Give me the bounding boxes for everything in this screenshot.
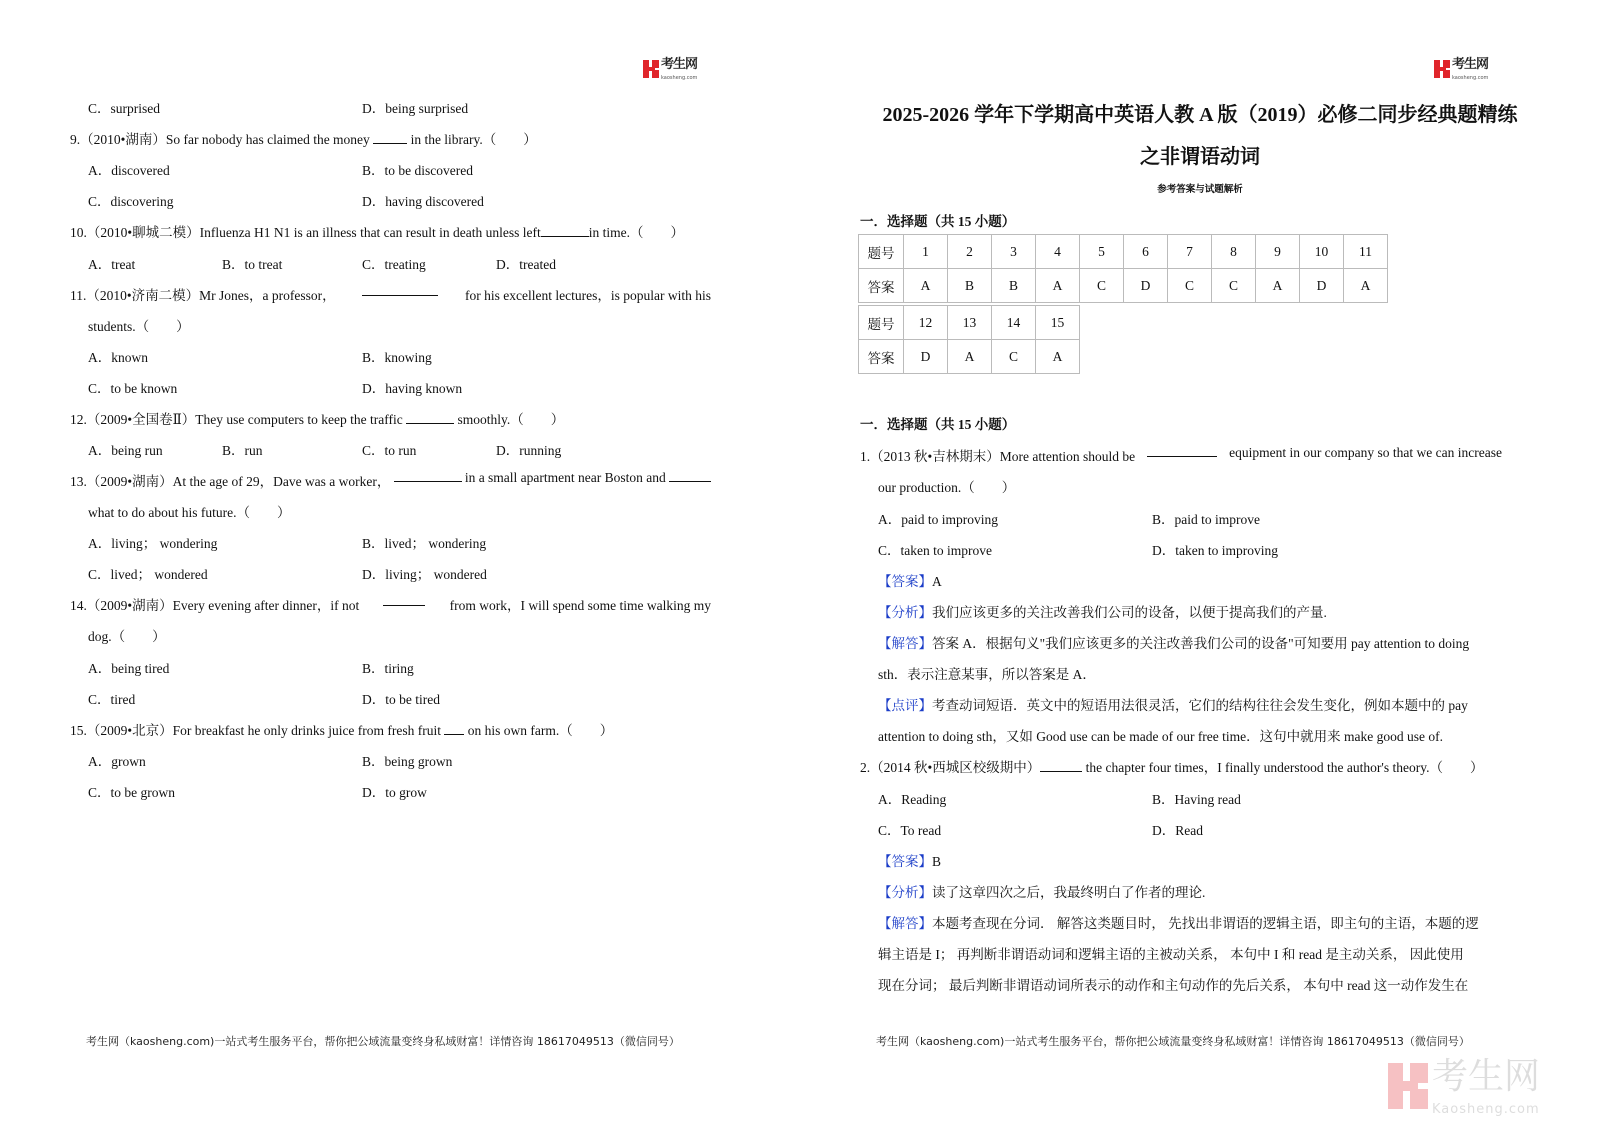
table-cell: D (1124, 269, 1168, 303)
answer-line (878, 850, 941, 870)
answer-tag: 【答案】 (878, 854, 932, 869)
option: A．being run (88, 443, 163, 458)
option: D．being surprised (362, 101, 469, 116)
table-cell: 13 (948, 306, 992, 340)
question-text: 9.（2010•湖南）So far nobody has claimed the money (70, 132, 370, 147)
solution-text: 本题考查现在分词． 解答这类题目时， 先找出非谓语的逻辑主语，即主句的主语，本题的逻 (932, 916, 1479, 931)
table-cell: B (992, 269, 1036, 303)
solution-tag: 【解答】 (878, 916, 932, 931)
answer-blank (1147, 445, 1217, 457)
option: A．treat (88, 257, 136, 272)
option: A．grown (88, 754, 146, 769)
question-15 (70, 719, 613, 739)
option: A．living； wondering (88, 536, 218, 551)
table-cell: 8 (1212, 235, 1256, 269)
document-title-line2: 之非谓语动词 (1140, 146, 1260, 168)
comment-text: attention to doing sth，又如 Good use can be made of our free time．这句中就用来 make good use of. (878, 729, 1444, 744)
analysis-text: 读了这章四次之后，我最终明白了作者的理论. (932, 885, 1206, 900)
solution-tag: 【解答】 (878, 636, 932, 651)
table-row (859, 340, 1080, 374)
question-9 (70, 128, 537, 148)
logo-cn: 考生网 (661, 57, 698, 72)
logo-text (661, 56, 697, 83)
table-cell: A (948, 340, 992, 374)
answer-tag: 【答案】 (878, 574, 932, 589)
option: D．to be tired (362, 692, 440, 707)
option: D．Read (1152, 823, 1203, 838)
table-cell: 12 (904, 306, 948, 340)
option: D．living； wondered (362, 567, 487, 582)
option: C．tired (88, 692, 136, 707)
question-text: 14.（2009•湖南）Every evening after dinner，if not (70, 598, 360, 613)
option: B．Having read (1152, 792, 1241, 807)
question-text: 13.（2009•湖南）At the age of 29，Dave was a worker， (70, 474, 391, 489)
option: D．having discovered (362, 194, 484, 209)
answer-question-2 (860, 756, 1483, 776)
analysis-line (878, 881, 1205, 901)
question-text: the chapter four times，I finally understood the author's theory.（ ） (1085, 760, 1484, 775)
table-row (859, 235, 1388, 269)
option: A．discovered (88, 163, 170, 178)
solution-line (878, 632, 1469, 652)
table-cell: C (1080, 269, 1124, 303)
option: D．running (496, 443, 562, 458)
option: A．being tired (88, 661, 170, 676)
kaosheng-logo-icon (1434, 60, 1450, 78)
table-cell: A (1344, 269, 1388, 303)
table-cell: C (1212, 269, 1256, 303)
question-text: smoothly.（ ） (457, 412, 565, 427)
answer-blank (373, 132, 407, 144)
logo-en: kaosheng.com (1452, 75, 1489, 82)
question-text: 12.（2009•全国卷Ⅱ）They use computers to keep the traffic (70, 412, 403, 427)
table-cell: D (904, 340, 948, 374)
table-cell: A (1036, 269, 1080, 303)
option: D．taken to improving (1152, 543, 1278, 558)
option: C．to be known (88, 381, 178, 396)
row-label: 答案 (859, 340, 904, 374)
analysis-line (878, 601, 1327, 621)
question-text: dog.（ ） (88, 629, 166, 644)
table-row (859, 306, 1080, 340)
answer-question-1 (860, 445, 1502, 465)
answer-table-2 (858, 305, 1080, 374)
row-label: 题号 (859, 306, 904, 340)
answer-blank (444, 723, 464, 735)
watermark-en: Kaosheng.com (1432, 1101, 1540, 1117)
table-cell: B (948, 269, 992, 303)
kaosheng-logo (1434, 56, 1488, 83)
right-page (800, 0, 1600, 1127)
question-text: 10.（2010•聊城二模）Influenza H1 N1 is an illness that can result in death unless left (70, 225, 541, 240)
option: B．paid to improve (1152, 512, 1260, 527)
logo-cn: 考生网 (1452, 57, 1489, 72)
kaosheng-logo (643, 56, 697, 83)
option: B．to be discovered (362, 163, 473, 178)
question-text: 15.（2009•北京）For breakfast he only drinks juice from fresh fruit (70, 723, 442, 738)
kaosheng-watermark-icon (1388, 1063, 1428, 1109)
analysis-tag: 【分析】 (878, 885, 932, 900)
page-footer: 考生网（kaosheng.com)一站式考生服务平台，帮你把公域流量变终身私域财富！详情咨询 18617049513（微信同号） (86, 1035, 680, 1048)
table-cell: 7 (1168, 235, 1212, 269)
option: D．to grow (362, 785, 427, 800)
document-title: 2025-2026 学年下学期高中英语人教 A 版（2019）必修二同步经典题精练 (882, 104, 1518, 126)
option: A．paid to improving (878, 512, 998, 527)
table-cell: A (1036, 340, 1080, 374)
solution-line (878, 912, 1479, 932)
question-text: what to do about his future.（ ） (88, 505, 291, 520)
option: B．lived； wondering (362, 536, 487, 551)
question-text: our production.（ ） (878, 480, 1016, 495)
kaosheng-logo-icon (643, 60, 659, 78)
option: A．known (88, 350, 148, 365)
question-text: for his excellent lectures，is popular with his (465, 288, 711, 303)
table-cell: D (1300, 269, 1344, 303)
table-cell: 5 (1080, 235, 1124, 269)
question-text: 2.（2014 秋•西城区校级期中） (860, 760, 1041, 775)
option: D．having known (362, 381, 463, 396)
comment-text: 考查动词短语．英文中的短语用法很灵活，它们的结构往往会发生变化，例如本题中的 pay (932, 698, 1468, 713)
solution-text: 辑主语是 I； 再判断非谓语动词和逻辑主语的主被动关系， 本句中 I 和 read 是主动关系， 因此使用 (878, 947, 1464, 962)
question-text: in time.（ ） (588, 225, 685, 240)
answer-blank (383, 594, 425, 606)
question-13 (70, 470, 711, 490)
question-text: students.（ ） (88, 319, 190, 334)
table-cell: 14 (992, 306, 1036, 340)
table-cell: 15 (1036, 306, 1080, 340)
section-heading: 一．选择题（共 15 小题） (860, 214, 1016, 229)
question-text: 11.（2010•济南二模）Mr Jones，a professor， (70, 288, 336, 303)
question-10 (70, 221, 684, 241)
comment-tag: 【点评】 (878, 698, 932, 713)
answer-blank (669, 470, 711, 482)
answer-blank (1040, 760, 1082, 772)
option: B．knowing (362, 350, 432, 365)
table-cell: 10 (1300, 235, 1344, 269)
row-label: 题号 (859, 235, 904, 269)
kaosheng-watermark (1388, 1054, 1540, 1118)
solution-text: sth．表示注意某事，所以答案是 A． (878, 667, 1096, 682)
solution-text: 现在分词； 最后判断非谓语动词所表示的动作和主句动作的先后关系， 本句中 read 这一动作发生在 (878, 978, 1469, 993)
answer-value: A (932, 574, 942, 589)
table-cell: 1 (904, 235, 948, 269)
page-footer: 考生网（kaosheng.com)一站式考生服务平台，帮你把公域流量变终身私域财富！详情咨询 18617049513（微信同号） (876, 1035, 1470, 1048)
option: C．surprised (88, 101, 160, 116)
answer-blank (394, 470, 462, 482)
question-11 (70, 284, 711, 304)
table-cell: 4 (1036, 235, 1080, 269)
table-cell: 2 (948, 235, 992, 269)
question-text: 1.（2013 秋•吉林期末）More attention should be (860, 449, 1136, 464)
option: B．tiring (362, 661, 414, 676)
option: A．Reading (878, 792, 947, 807)
document-subtitle: 参考答案与试题解析 (1157, 184, 1243, 195)
option: C．to be grown (88, 785, 175, 800)
table-cell: 6 (1124, 235, 1168, 269)
answer-blank (406, 412, 454, 424)
table-row (859, 269, 1388, 303)
question-text: in the library.（ ） (410, 132, 537, 147)
option: C．discovering (88, 194, 174, 209)
section-heading-2: 一．选择题（共 15 小题） (860, 417, 1016, 432)
table-cell: A (1256, 269, 1300, 303)
watermark-cn: 考生网 (1432, 1056, 1541, 1097)
answer-value: B (932, 854, 942, 869)
table-cell: C (992, 340, 1036, 374)
question-text: from work，I will spend some time walking my (449, 598, 711, 613)
table-cell: 9 (1256, 235, 1300, 269)
option: C．to run (362, 443, 417, 458)
logo-en: kaosheng.com (661, 75, 698, 82)
option: C．treating (362, 257, 426, 272)
question-text: on his own farm.（ ） (467, 723, 614, 738)
table-cell: A (904, 269, 948, 303)
answer-line (878, 570, 942, 590)
solution-text: 答案 A．根据句义"我们应该更多的关注改善我们公司的设备"可知要用 pay attention to doing (932, 636, 1470, 651)
answer-blank (362, 284, 438, 296)
option: B．being grown (362, 754, 453, 769)
table-cell: C (1168, 269, 1212, 303)
question-text: in a small apartment near Boston and (464, 470, 666, 485)
left-page (0, 0, 790, 1127)
table-cell: 3 (992, 235, 1036, 269)
option: B．run (222, 443, 263, 458)
table-cell: 11 (1344, 235, 1388, 269)
answer-table (858, 234, 1388, 303)
row-label: 答案 (859, 269, 904, 303)
analysis-tag: 【分析】 (878, 605, 932, 620)
option: C．taken to improve (878, 543, 992, 558)
question-14 (70, 594, 711, 614)
option: C．lived； wondered (88, 567, 208, 582)
question-text: equipment in our company so that we can increase (1229, 445, 1502, 460)
option: D．treated (496, 257, 556, 272)
question-12 (70, 408, 564, 428)
option: B．to treat (222, 257, 283, 272)
analysis-text: 我们应该更多的关注改善我们公司的设备，以便于提高我们的产量. (932, 605, 1327, 620)
logo-text (1452, 56, 1488, 83)
comment-line (878, 694, 1468, 714)
watermark-text (1432, 1054, 1540, 1118)
answer-blank (541, 225, 589, 237)
option: C．To read (878, 823, 942, 838)
